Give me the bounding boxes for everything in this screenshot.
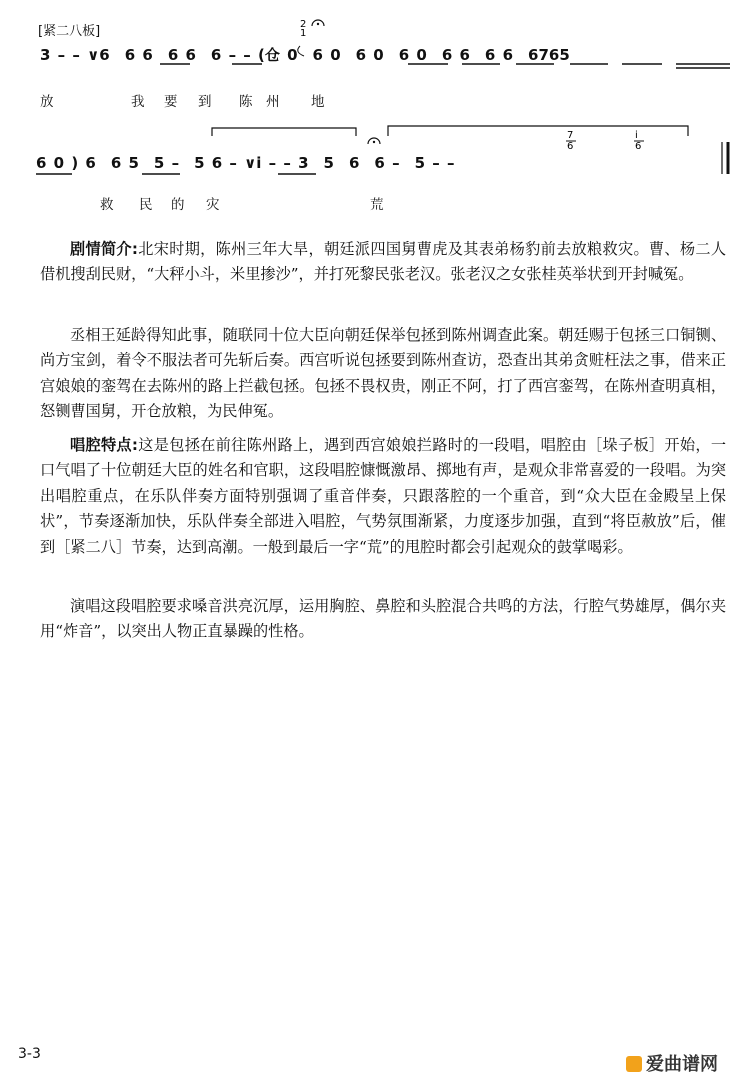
notes-line1: 3 – – ∨6 6 6 6 6 6 – – (仓 0 6 0 6 0 6 0 6 6 6 6 6765 (40, 46, 570, 64)
svg-text:7: 7 (567, 130, 574, 141)
tempo-tag: [紧二八板] (38, 24, 101, 39)
features-paragraph (40, 433, 726, 560)
lyric-de: 的 (171, 197, 185, 213)
svg-text:6: 6 (567, 141, 574, 152)
site-watermark (626, 1050, 718, 1076)
synopsis-label: 剧情简介: (70, 240, 138, 258)
lyric-zai: 灾 (206, 197, 220, 213)
svg-text:6: 6 (635, 141, 642, 152)
watermark-text: 爱曲谱网 (646, 1054, 718, 1075)
synopsis-text: 北宋时期，陈州三年大旱，朝廷派四国舅曹虎及其表弟杨豹前去放粮救灾。曹、杨二人借机搜刮民财，“大秤小斗，米里掺沙”，并打死黎民张老汉。张老汉之女张桂英举状到开封喊冤。 (40, 240, 727, 284)
svg-text:2: 2 (300, 19, 307, 30)
svg-text:i: i (635, 130, 638, 141)
features-label: 唱腔特点: (70, 436, 138, 454)
lyric-huang: 荒 (370, 197, 384, 213)
lyric-chen: 陈 (239, 94, 253, 110)
music-note-icon (626, 1056, 642, 1072)
lyric-jiu: 救 (100, 197, 114, 213)
lyric-yao: 要 (164, 94, 178, 110)
svg-text:1: 1 (300, 28, 307, 39)
features-text: 这是包拯在前往陈州路上，遇到西宫娘娘拦路时的一段唱，唱腔由［垛子板］开始，一口气唱了十位朝廷大臣的姓名和官职，这段唱腔慷慨激昂、掷地有声，是观众非常喜爱的一段唱。为突出唱腔重点，在乐队伴奏方面特别强调了重音伴奏，只跟落腔的一个重音，到“众大臣在金殿呈上保状”，节奏逐渐加快，乐队伴奏全部进入唱腔，气势氛围渐紧，力度逐步加强，直到“将臣赦放”后，催到［紧二八］节奏，达到高潮。一般到最后一字“荒”的甩腔时都会引起观众的鼓掌喝彩。 (40, 436, 727, 556)
lyric-wo: 我 (131, 94, 145, 110)
page-number: 3-3 (18, 1046, 41, 1062)
lyric-fang: 放 (40, 94, 54, 110)
paragraph-2: 丞相王延龄得知此事，随联同十位大臣向朝廷保举包拯到陈州调查此案。朝廷赐于包拯三口铜铡、尚方宝剑，着令不服法者可先斩后奏。西宫听说包拯要到陈州查访，恐查出其弟贪赃枉法之事，借来正宫娘娘的銮驾在去陈州的路上拦截包拯。包拯不畏权贵，刚正不阿，打了西宫銮驾，在陈州查明真相，怒铡曹国舅，开仓放粮，为民伸冤。 (40, 326, 726, 421)
paragraph-4: 演唱这段唱腔要求嗓音洪亮沉厚，运用胸腔、鼻腔和头腔混合共鸣的方法，行腔气势雄厚，偶尔夹用“炸音”，以突出人物正直暴躁的性格。 (40, 597, 726, 641)
lyric-zhou: 州 (266, 94, 280, 110)
lyric-min: 民 (139, 197, 153, 213)
notes-line2: 6 0 ) 6 6 5 5 – 5 6 – ∨i – – 3 5 6 6 – 5 – – (36, 154, 455, 172)
lyric-di: 地 (311, 94, 325, 110)
lyric-dao: 到 (198, 94, 212, 110)
synopsis-paragraph (40, 237, 726, 288)
